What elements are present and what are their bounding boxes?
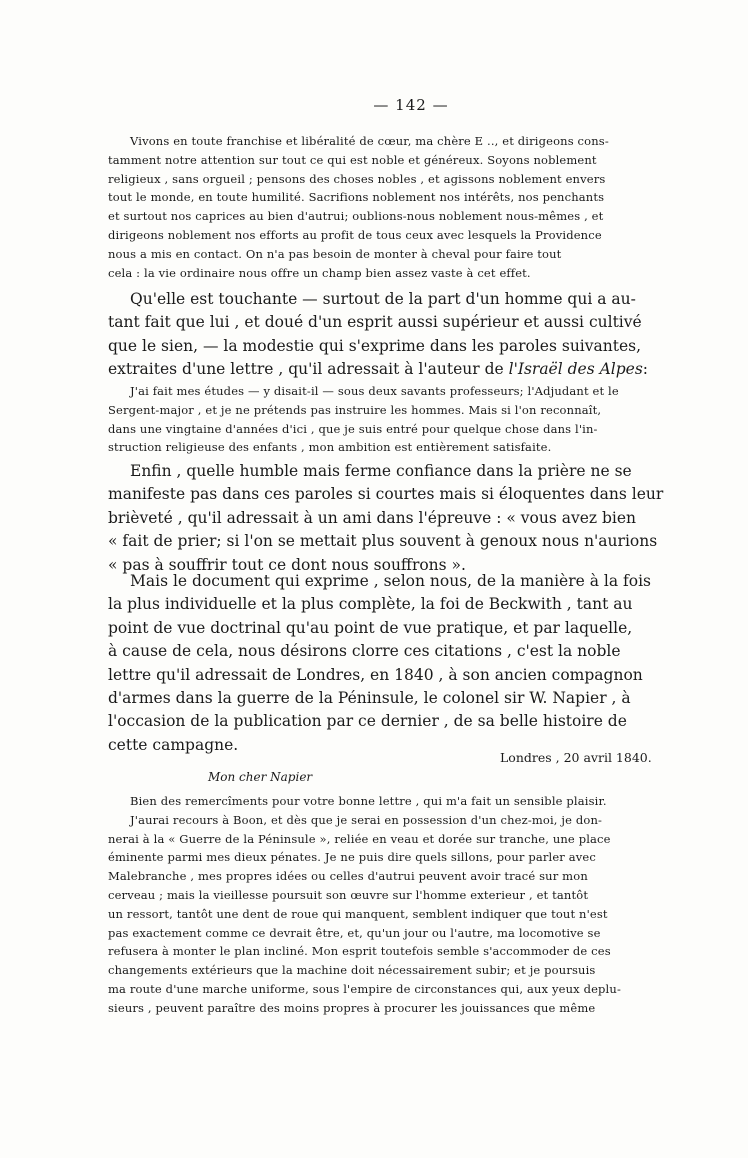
text-line: cela : la vie ordinaire nous offre un champ bien assez vaste à cet effet. <box>108 265 531 280</box>
text-line: cette campagne. <box>108 735 239 754</box>
paragraph-3 <box>108 570 700 757</box>
text-line: la plus individuelle et la plus complète, la foi de Beckwith , tant au <box>108 595 633 614</box>
text-line: ma route d'une marche uniforme, sous l'empire de circonstances qui, aux yeux deplu- <box>108 981 621 996</box>
text-fragment: extraites d'une lettre , qu'il adressait à l'auteur de <box>108 360 509 379</box>
text-line: Sergent-major , et je ne prétends pas instruire les hommes. Mais si l'on reconnaît, <box>108 402 602 417</box>
text-line: cerveau ; mais la vieillesse poursuit son œuvre sur l'homme exterieur , et tantôt <box>108 887 589 902</box>
text-line: pas exactement comme ce devrait être, et, qu'un jour ou l'autre, ma locomotive se <box>108 925 601 940</box>
text-line: nous a mis en contact. On n'a pas besoin de monter à cheval pour faire tout <box>108 246 562 261</box>
text-line: tout le monde, en toute humilité. Sacrifions noblement nos intérêts, nos penchants <box>108 190 605 205</box>
text-line: éminente parmi mes dieux pénates. Je ne puis dire quels sillons, pour parler avec <box>108 850 596 865</box>
page-number: — 142 — <box>373 96 449 114</box>
text-line: Vivons en toute franchise et libéralité de cœur, ma chère E .., et dirigeons cons- <box>130 134 609 148</box>
text-line: que le sien, — la modestie qui s'exprime dans les paroles suivantes, <box>108 336 642 355</box>
text-line: « fait de prier; si l'on se mettait plus souvent à genoux nous n'aurions <box>108 532 658 551</box>
paragraph-2 <box>108 460 700 577</box>
text-line: manifeste pas dans ces paroles si courtes mais si éloquentes dans leur <box>108 485 664 504</box>
letter-salutation: Mon cher Napier <box>208 770 313 784</box>
text-line: à cause de cela, nous désirons clorre ces citations , c'est la noble <box>108 642 621 661</box>
text-line: nerai à la « Guerre de la Péninsule », reliée en veau et dorée sur tranche, une place <box>108 831 611 846</box>
text-line: lettre qu'il adressait de Londres, en 1840 , à son ancien compagnon <box>108 665 643 684</box>
text-line: d'armes dans la guerre de la Péninsule, le colonel sir W. Napier , à <box>108 689 631 708</box>
text-line: Bien des remercîments pour votre bonne lettre , qui m'a fait un sensible plaisir. <box>130 794 607 808</box>
text-line: dans une vingtaine d'années d'ici , que je suis entré pour quelque chose dans l'in- <box>108 421 598 436</box>
letter-to-napier <box>108 792 700 1018</box>
text-line: refusera à monter le plan incliné. Mon esprit toutefois semble s'accommoder de ces <box>108 944 611 959</box>
text-line: tamment notre attention sur tout ce qui est noble et généreux. Soyons noblement <box>108 152 597 167</box>
quote-1 <box>108 382 700 457</box>
text-line: Qu'elle est touchante — surtout de la part d'un homme qui a au- <box>130 290 636 308</box>
text-line: sieurs , peuvent paraître des moins propres à procurer les jouissances que même <box>108 1000 596 1015</box>
text-fragment: : <box>642 360 649 379</box>
text-line: un ressort, tantôt une dent de roue qui manquent, semblent indiquer que tout n'est <box>108 906 608 921</box>
text-line: J'ai fait mes études — y disait-il — sous deux savants professeurs; l'Adjudant et le <box>130 384 619 398</box>
text-line: brièveté , qu'il adressait à un ami dans l'épreuve : « vous avez bien <box>108 508 637 527</box>
text-line: point de vue doctrinal qu'au point de vue pratique, et par laquelle, <box>108 618 633 637</box>
text-line: « pas à souffrir tout ce dont nous souffrons ». <box>108 555 466 574</box>
text-line: religieux , sans orgueil ; pensons des choses nobles , et agissons noblement envers <box>108 171 606 186</box>
text-line: tant fait que lui , et doué d'un esprit aussi supérieur et aussi cultivé <box>108 313 642 332</box>
text-line: et surtout nos caprices au bien d'autrui; oublions-nous noblement nous-mêmes , et <box>108 209 604 224</box>
paragraph-1 <box>108 288 700 382</box>
text-line: l'occasion de la publication par ce dernier , de sa belle histoire de <box>108 712 627 731</box>
text-line <box>108 358 700 381</box>
text-line: dirigeons noblement nos efforts au profit de tous ceux avec lesquels la Providence <box>108 227 602 242</box>
text-line: changements extérieurs que la machine doit nécessairement subir; et je poursuis <box>108 963 596 978</box>
text-line: Malebranche , mes propres idées ou celles d'autrui peuvent avoir tracé sur mon <box>108 869 588 884</box>
letter-dateline: Londres , 20 avril 1840. <box>500 750 652 765</box>
text-line: Mais le document qui exprime , selon nous, de la manière à la fois <box>130 572 651 590</box>
text-line: Enfin , quelle humble mais ferme confiance dans la prière ne se <box>130 462 632 480</box>
text-line: struction religieuse des enfants , mon ambition est entièrement satisfaite. <box>108 440 552 455</box>
letter-excerpt-1 <box>108 132 700 282</box>
text-line: J'aurai recours à Boon, et dès que je serai en possession d'un chez-moi, je don- <box>130 812 603 827</box>
book-title: l'Israël des Alpes <box>508 360 643 379</box>
